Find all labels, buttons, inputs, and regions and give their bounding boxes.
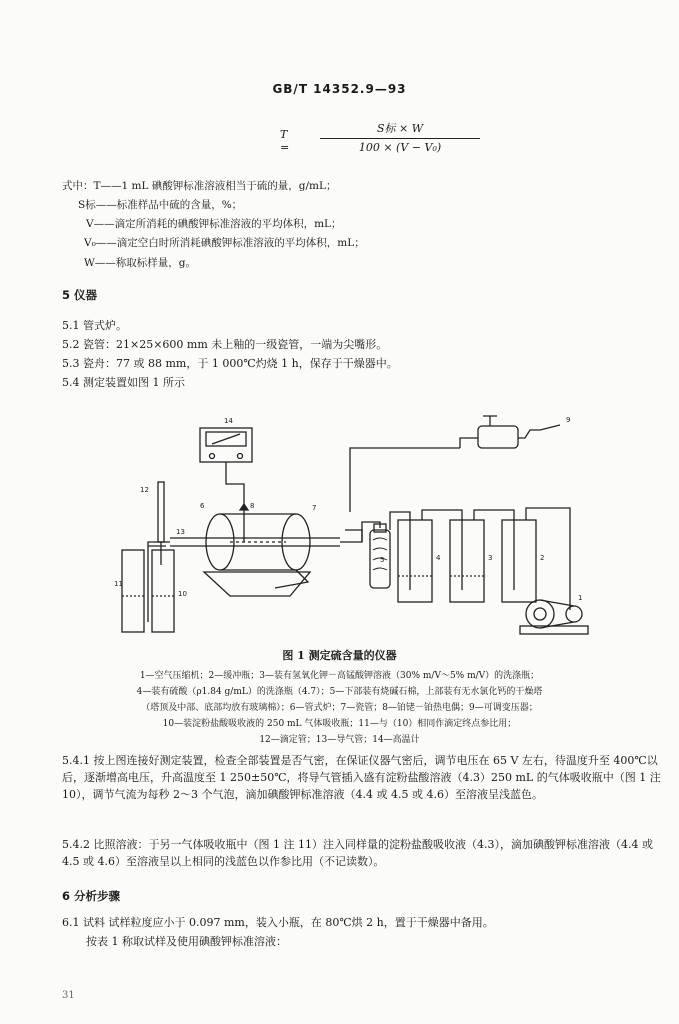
item-6-1-note: 按表 1 称取试样及使用碘酸钾标准溶液： bbox=[86, 935, 287, 948]
definition-row: V——滴定所消耗的碘酸钾标准溶液的平均体积，mL； bbox=[86, 218, 342, 230]
paragraph-5-4-1: 5.4.1 按上图连接好测定装置，检查全部装置是否气密，在保证仪器气密后，调节电压在 65 V 左右，待温度升至 400℃以后，逐渐增高电压，升高温度至 1 250±50℃，将导气管插入盛有淀粉盐酸溶液（4.3）250 mL 的气体吸收瓶中（图 1 注 10），调节气流为每秒 2～3 个气泡，滴加碘酸钾标准溶液（4.4 或 4.5 或 4.6）至溶液呈浅蓝色。 bbox=[62, 754, 661, 801]
definition-row: W——称取标样量，g。 bbox=[84, 257, 197, 269]
definition-row: 式中：T——1 mL 碘酸钾标准溶液相当于硫的量，g/mL； bbox=[62, 180, 337, 192]
formula-fraction bbox=[320, 120, 480, 154]
section-6-title: 6 分析步骤 bbox=[62, 889, 121, 903]
wash-bottle-4-shape bbox=[398, 520, 432, 602]
item-5-4: 5.4 测定装置如图 1 所示 bbox=[62, 376, 185, 389]
formula-denominator: 100 × (V − V₀) bbox=[358, 141, 442, 154]
legend-line: 10—装淀粉盐酸吸收液的 250 mL 气体吸收瓶；11—与（10）相同作滴定终点参比用； bbox=[162, 719, 517, 729]
diagram-label: 4 bbox=[436, 554, 441, 562]
formula-lhs: T = bbox=[280, 128, 290, 154]
wash-bottle-3-shape bbox=[450, 520, 484, 602]
page-header: GB/T 14352.9—93 bbox=[272, 82, 407, 96]
diagram-label: 3 bbox=[488, 554, 493, 562]
item-5-2: 5.2 瓷管：21×25×600 mm 未上釉的一级瓷管，一端为尖嘴形。 bbox=[62, 338, 388, 351]
absorption-bottle-10-shape bbox=[152, 550, 174, 632]
diagram-label: 2 bbox=[540, 554, 545, 562]
diagram-label: 8 bbox=[250, 502, 255, 510]
absorption-bottle-11-shape bbox=[122, 550, 144, 632]
definition-row: V₀——滴定空白时所消耗碘酸钾标准溶液的平均体积，mL； bbox=[84, 237, 365, 249]
diagram-label: 1 bbox=[578, 594, 583, 602]
buffer-bottle-shape bbox=[502, 520, 536, 602]
diagram-label: 13 bbox=[176, 528, 185, 536]
transformer-shape bbox=[478, 426, 518, 448]
definition-row: S标——标准样品中硫的含量，%； bbox=[78, 199, 243, 211]
diagram-label: 10 bbox=[178, 590, 187, 598]
page-number: 31 bbox=[62, 990, 75, 1001]
diagram-label: 11 bbox=[114, 580, 123, 588]
legend-line: 1—空气压缩机；2—缓冲瓶；3—装有氢氧化钾－高锰酸钾溶液（30% m/V～5% m/V）的洗涤瓶； bbox=[139, 671, 540, 681]
legend-line: 4—装有硫酸（ρ1.84 g/mL）的洗涤瓶（4.7）；5—下部装有烧碱石棉，上部装有无水氯化钙的干燥塔 bbox=[136, 687, 543, 697]
air-compressor-shape bbox=[526, 600, 554, 628]
diagram-label: 14 bbox=[224, 417, 233, 425]
item-5-1: 5.1 管式炉。 bbox=[62, 319, 127, 332]
paragraph-5-4-2: 5.4.2 比照溶液：于另一气体吸收瓶中（图 1 注 11）注入同样量的淀粉盐酸吸收液（4.3），滴加碘酸钾标准溶液（4.4 或 4.5 或 4.6）至溶液呈以上相同的浅蓝色以作参比用（不记读数）。 bbox=[62, 838, 653, 868]
apparatus-diagram bbox=[100, 400, 600, 640]
figure-caption: 图 1 测定硫含量的仪器 bbox=[282, 649, 397, 662]
formula-numerator: S标 × W bbox=[320, 120, 480, 139]
section-5-title: 5 仪器 bbox=[62, 288, 98, 302]
diagram-label: 9 bbox=[566, 416, 571, 424]
legend-line: 12—滴定管；13—导气管；14—高温计 bbox=[259, 735, 420, 745]
item-6-1: 6.1 试料 试样粒度应小于 0.097 mm，装入小瓶，在 80℃烘 2 h，置于干燥器中备用。 bbox=[62, 916, 494, 929]
diagram-label: 7 bbox=[312, 504, 317, 512]
diagram-label: 12 bbox=[140, 486, 149, 494]
legend-line: （塔顶及中部、底部均放有玻璃棉）；6—管式炉；7—瓷管；8—铂铑－铂热电偶；9—可调变压器； bbox=[141, 703, 538, 713]
item-5-3: 5.3 瓷舟：77 或 88 mm，于 1 000℃灼烧 1 h，保存于干燥器中。 bbox=[62, 357, 398, 370]
pyrometer-shape bbox=[200, 428, 252, 462]
diagram-label: 5 bbox=[380, 556, 385, 564]
diagram-label: 6 bbox=[200, 502, 205, 510]
burette-shape bbox=[158, 482, 164, 542]
